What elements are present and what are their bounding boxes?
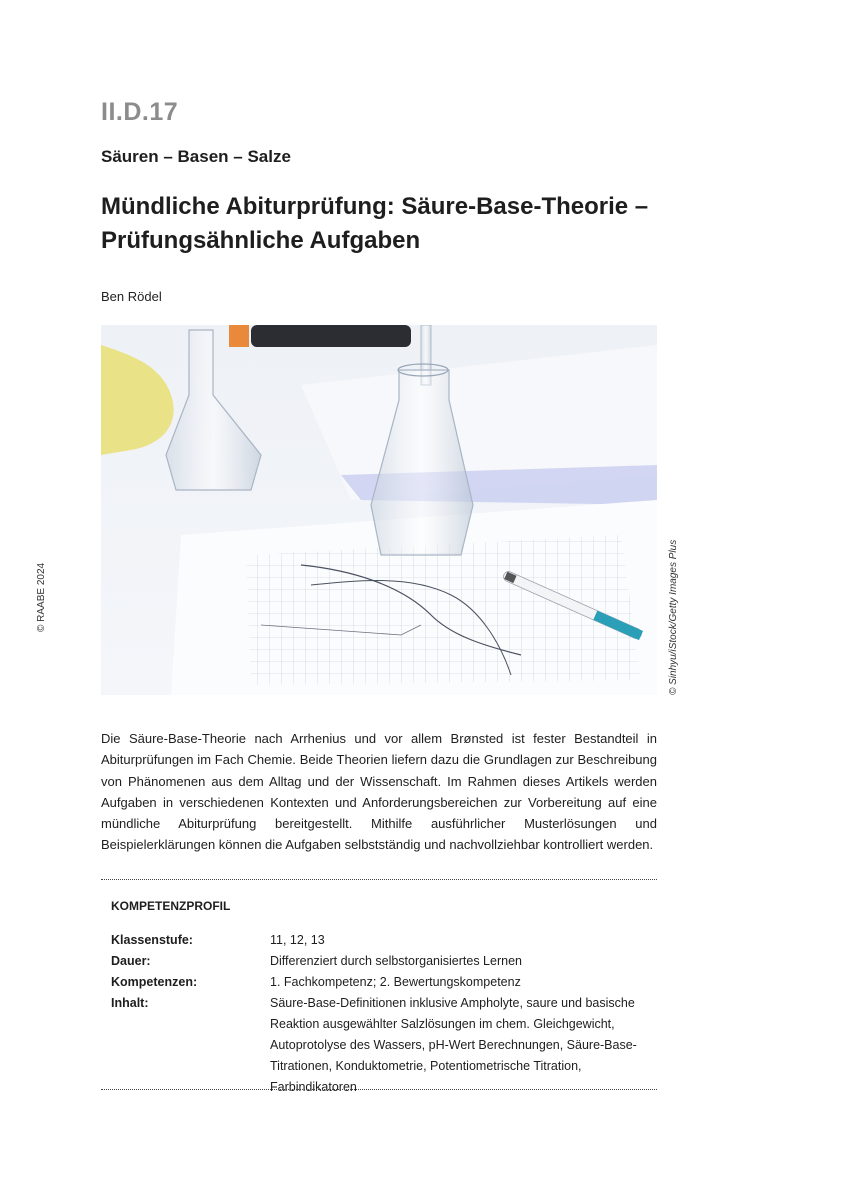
- profile-value: Säure-Base-Definitionen inklusive Ampholyte, saure und basische Reaktion ausgewählter Salzlösungen im chem. Gleichgewicht, Autoprotolyse des Wassers, pH-Wert Berechnungen, Säure-Base-Titrationen, Konduktometrie, Potentiometrische Titration, Farbindikatoren: [270, 996, 637, 1094]
- page-title: [101, 190, 701, 258]
- profile-value: Differenziert durch selbstorganisiertes Lernen: [270, 954, 522, 968]
- profile-row-content: [111, 993, 641, 1098]
- topic-heading: Säuren – Basen – Salze: [101, 147, 291, 166]
- title-line-2: Prüfungsähnliche Aufgaben: [101, 227, 421, 254]
- divider-top: [101, 879, 657, 880]
- image-credit: © Sinhyu/iStock/Getty Images Plus: [668, 539, 679, 695]
- profile-heading: KOMPETENZPROFIL: [111, 899, 231, 913]
- lab-photo-illustration: [101, 325, 657, 695]
- title-line-1: Mündliche Abiturprüfung: Säure-Base-Theorie –: [101, 193, 649, 220]
- lab-photo: [101, 325, 657, 695]
- profile-label: Dauer:: [111, 954, 151, 968]
- profile-label: Klassenstufe:: [111, 933, 193, 947]
- divider-bottom: [101, 1089, 657, 1090]
- section-code: II.D.17: [101, 98, 179, 126]
- profile-value: 1. Fachkompetenz; 2. Bewertungskompetenz: [270, 975, 521, 989]
- profile-label: Inhalt:: [111, 996, 149, 1010]
- intro-paragraph: Die Säure-Base-Theorie nach Arrhenius und vor allem Brønsted ist fester Bestandteil in Abiturprüfungen im Fach Chemie. Beide Theorien liefern dazu die Grundlagen zur Beschreibung von Phänomenen aus dem Alltag und der Wissenschaft. Im Rahmen dieses Artikels werden Aufgaben in verschiedenen Kontexten und Anforderungsbereichen zur Vorbereitung auf eine mündliche Abiturprüfung bereitgestellt. Mithilfe ausführlicher Musterlösungen und Beispielerklärungen können die Aufgaben selbstständig und nachvollziehbar kontrolliert werden.: [101, 731, 657, 853]
- author-name: Ben Rödel: [101, 289, 162, 304]
- profile-row-competences: [111, 972, 641, 993]
- profile-row-duration: [111, 951, 641, 972]
- copyright-notice: © RAABE 2024: [36, 562, 47, 632]
- profile-label: Kompetenzen:: [111, 975, 198, 989]
- profile-row-grade: [111, 930, 641, 951]
- profile-value: 11, 12, 13: [270, 933, 325, 947]
- competence-profile: [111, 930, 641, 1098]
